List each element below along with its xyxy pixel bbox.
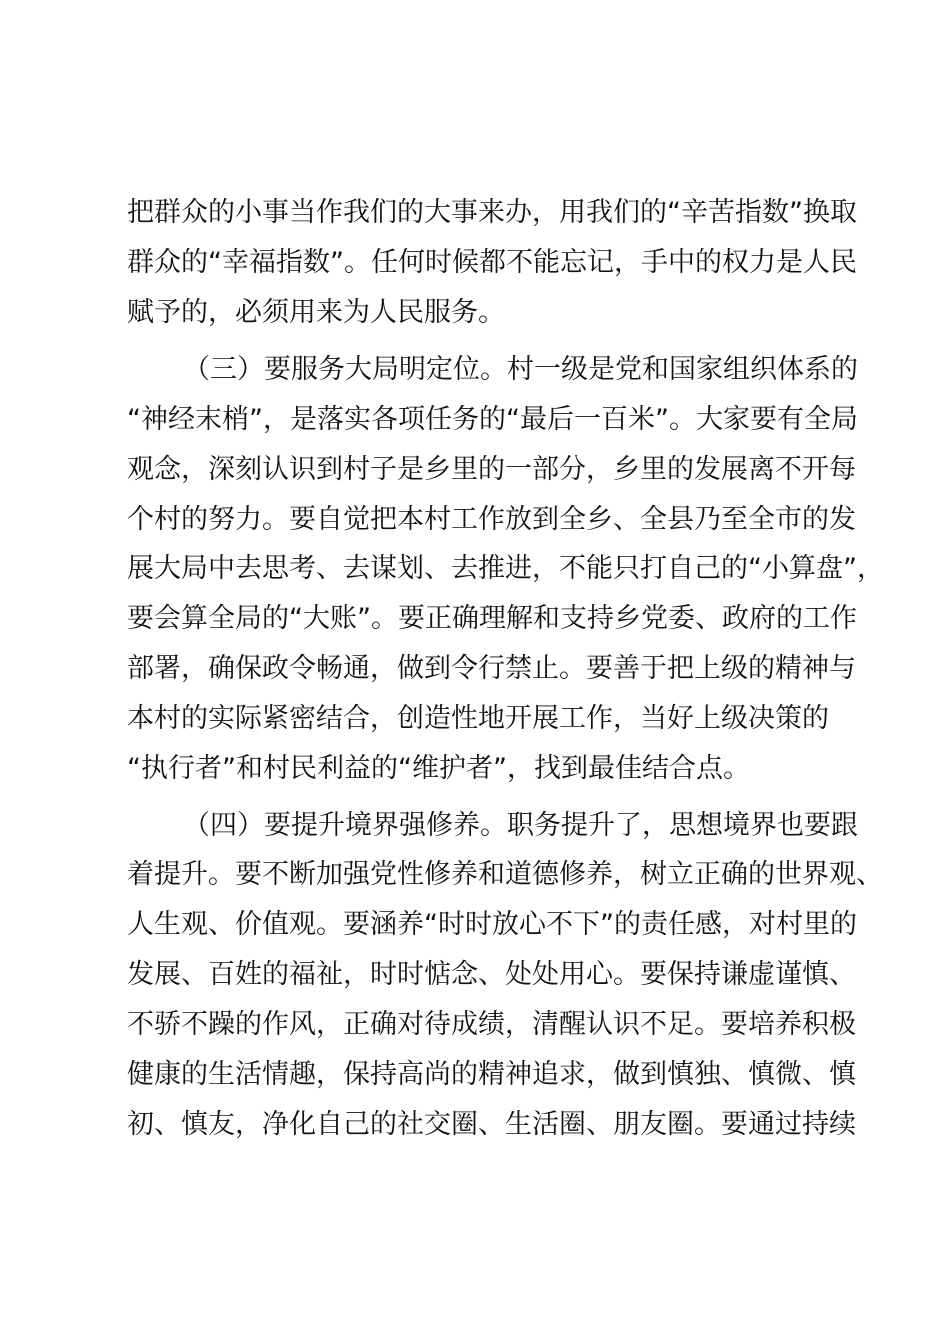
paragraph-2-line-5: 展大局中去思考、去谋划、去推进，不能只打自己的“小算盘”， [127,553,884,584]
paragraph-3-line-4: 发展、百姓的福祉，时时惦念、处处用心。要保持谦虚谨慎、 [127,959,856,990]
paragraph-2-line-6: 要会算全局的“大账”。要正确理解和支持乡党委、政府的工作 [127,603,857,634]
paragraph-2-line-9: “执行者”和村民利益的“维护者”，找到最佳结合点。 [127,753,750,784]
paragraph-2-line-4: 个村的努力。要自觉把本村工作放到全乡、全县乃至全市的发 [127,504,856,535]
paragraph-3-line-6: 健康的生活情趣，保持高尚的精神追求，做到慎独、慎微、慎 [127,1059,856,1090]
paragraph-3-line-5: 不骄不躁的作风，正确对待成绩，清醒认识不足。要培养积极 [127,1009,856,1040]
paragraph-3-line-1: （四）要提升境界强修养。职务提升了，思想境界也要跟 [183,810,858,841]
paragraph-2-line-1: （三）要服务大局明定位。村一级是党和国家组织体系的 [183,354,858,385]
paragraph-3-line-7: 初、慎友，净化自己的社交圈、生活圈、朋友圈。要通过持续 [127,1109,856,1140]
paragraph-2-line-2: “神经末梢”，是落实各项任务的“最后一百米”。大家要有全局 [127,404,858,435]
paragraph-1-line-3: 赋予的，必须用来为人民服务。 [127,297,505,328]
paragraph-1-line-2: 群众的“幸福指数”。任何时候都不能忘记，手中的权力是人民 [127,247,857,278]
paragraph-3-line-2: 着提升。要不断加强党性修养和道德修养，树立正确的世界观、 [127,859,883,890]
paragraph-2-line-8: 本村的实际紧密结合，创造性地开展工作，当好上级决策的 [127,703,829,734]
paragraph-2-line-7: 部署，确保政令畅通，做到令行禁止。要善于把上级的精神与 [127,653,856,684]
paragraph-1-line-1: 把群众的小事当作我们的大事来办，用我们的“辛苦指数”换取 [127,197,857,228]
paragraph-2-line-3: 观念，深刻认识到村子是乡里的一部分，乡里的发展离不开每 [127,454,856,485]
paragraph-3-line-3: 人生观、价值观。要涵养“时时放心不下”的责任感，对村里的 [127,909,857,940]
